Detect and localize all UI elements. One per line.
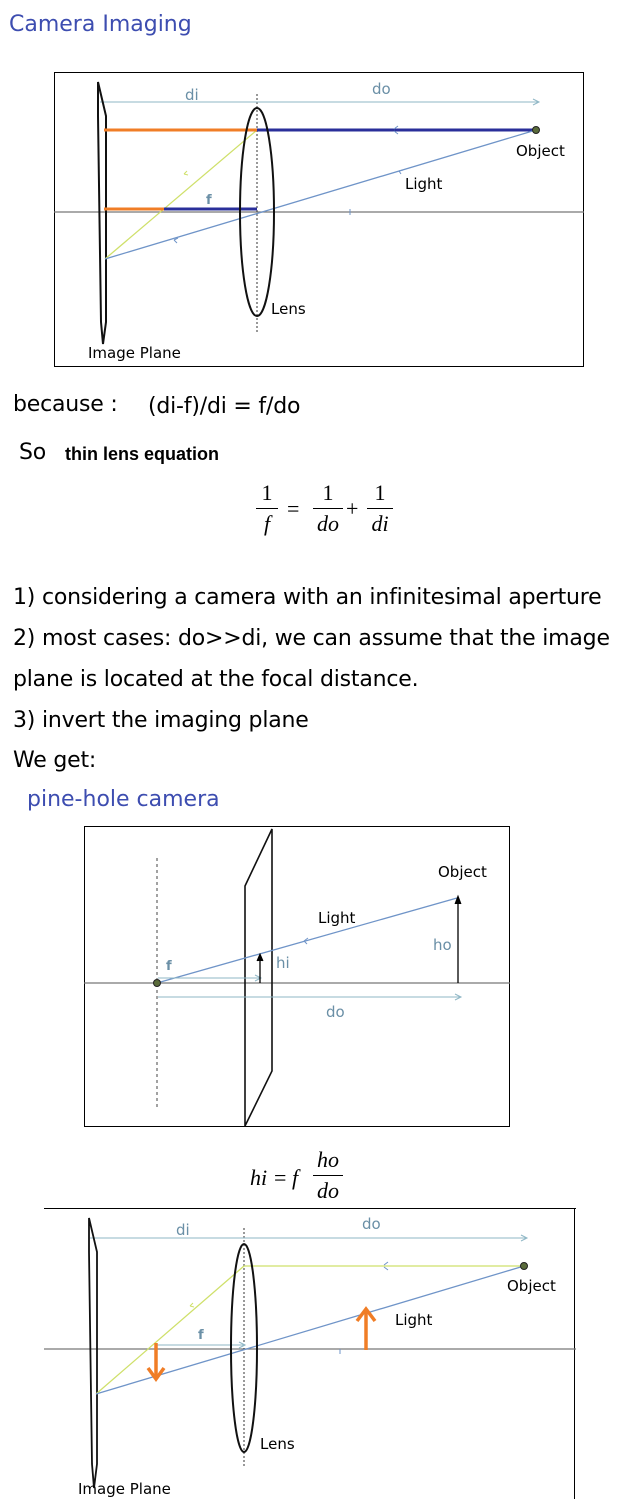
di-label: di — [176, 1221, 190, 1239]
image-plane-label: Image Plane — [78, 1480, 171, 1498]
numerator: 1 — [322, 480, 334, 505]
numerator: 1 — [261, 480, 273, 505]
so-label: So — [19, 440, 47, 465]
inverted-imaging-diagram — [44, 1208, 576, 1499]
because-formula: (di-f)/di = f/do — [148, 394, 301, 419]
f-label: f — [198, 1328, 204, 1343]
denominator-do: do — [317, 511, 339, 536]
do-label: do — [362, 1215, 381, 1233]
numerator: 1 — [374, 480, 386, 505]
di-label: di — [185, 86, 199, 104]
eq-numerator: ho — [317, 1147, 339, 1172]
point-1: 1) considering a camera with an infinitesimal aperture — [13, 585, 602, 610]
light-label: Light — [395, 1311, 433, 1329]
lens-label: Lens — [271, 300, 306, 318]
pinhole-title: pine-hole camera — [27, 787, 220, 812]
object-label: Object — [438, 863, 487, 881]
diagram-frame — [55, 73, 584, 367]
denominator-di: di — [371, 511, 389, 536]
eq-denominator: do — [317, 1178, 339, 1203]
camera-imaging-diagram — [54, 72, 584, 368]
eq-lhs: hi — [250, 1165, 268, 1190]
focal-ray — [96, 1266, 244, 1394]
point-3: 3) invert the imaging plane — [13, 708, 309, 733]
image-plane — [89, 1218, 97, 1488]
page-title: Camera Imaging — [9, 12, 192, 37]
hi-label: hi — [276, 954, 290, 972]
object-point — [521, 1263, 528, 1270]
do-label: do — [372, 80, 391, 98]
f-label: f — [166, 959, 172, 974]
object-label: Object — [507, 1277, 556, 1295]
because-label: because : — [13, 392, 118, 417]
light-label: Light — [318, 909, 356, 927]
image-plane-label: Image Plane — [88, 344, 181, 362]
denominator-f: f — [263, 511, 271, 536]
eq-equals: = — [274, 1165, 287, 1190]
do-label: do — [326, 1003, 345, 1021]
eq-f: f — [292, 1165, 299, 1190]
we-get: We get: — [13, 748, 97, 773]
light-label: Light — [405, 175, 443, 193]
thin-lens-title: thin lens equation — [65, 444, 220, 464]
object-point — [533, 127, 540, 134]
f-label: f — [206, 193, 212, 208]
point-2-continued: plane is located at the focal distance. — [13, 667, 419, 692]
lens-label: Lens — [260, 1435, 295, 1453]
object-label: Object — [516, 142, 565, 160]
point-2: 2) most cases: do>>di, we can assume that the image — [13, 626, 610, 651]
equals-sign: = — [287, 496, 300, 521]
pinhole-camera-diagram — [84, 826, 510, 1128]
ho-label: ho — [433, 936, 452, 954]
plus-sign: + — [346, 496, 359, 521]
pinhole-point — [154, 980, 161, 987]
